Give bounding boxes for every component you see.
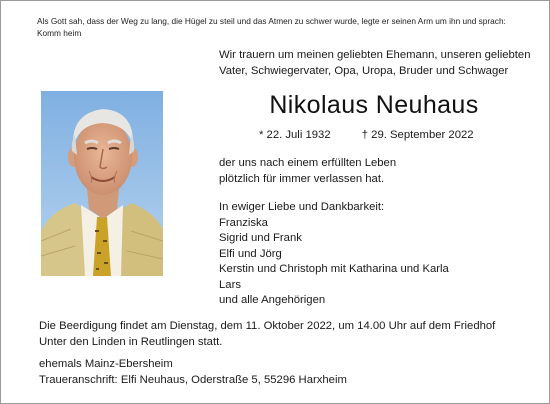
motto-quote [37, 15, 532, 39]
portrait-illustration [41, 91, 163, 276]
death-date: † 29. September 2022 [361, 129, 474, 141]
passing-description [219, 156, 529, 187]
mourning-address-line: Traueranschrift: Elfi Neuhaus, Oderstraße 5, 55296 Harxheim [39, 373, 347, 386]
mourner-name: Franziska [219, 216, 268, 229]
intro-line-1: Wir trauern um meinen geliebten Ehemann, unseren geliebten [219, 49, 531, 61]
birth-date: * 22. Juli 1932 [259, 129, 331, 141]
portrait-photo [41, 91, 163, 276]
deceased-name: Nikolaus Neuhaus [269, 91, 479, 119]
mourner-name: Elfi und Jörg [219, 247, 282, 260]
mourning-intro [219, 47, 539, 79]
motto-line-1: Als Gott sah, dass der Weg zu lang, die Hügel zu steil und das Atmen zu schwer wurde, legte er seinen Arm um ihn und sprach: [37, 16, 506, 26]
mourner-name: Kerstin und Christoph mit Katharina und Karla [219, 263, 449, 275]
face [74, 119, 132, 195]
mourner-name: Lars [219, 278, 241, 291]
mourners-list [219, 200, 539, 309]
intro-line-2: Vater, Schwiegervater, Opa, Uropa, Bruder und Schwager [219, 65, 509, 77]
mourning-address [39, 357, 539, 388]
mourners-heading: In ewiger Liebe und Dankbarkeit: [219, 201, 385, 213]
description-line-1: der uns nach einem erfüllten Leben [219, 157, 397, 169]
formerly-residence: ehemals Mainz-Ebersheim [39, 358, 173, 370]
mourner-name: Sigrid und Frank [219, 232, 302, 244]
motto-line-2: Komm heim [37, 28, 82, 38]
mourner-name: und alle Angehörigen [219, 294, 326, 306]
life-dates [259, 128, 519, 143]
funeral-line-2: Unter den Linden in Reutlingen statt. [39, 335, 223, 348]
description-line-2: plötzlich für immer verlassen hat. [219, 172, 385, 185]
funeral-info [39, 319, 539, 350]
funeral-line-1: Die Beerdigung findet am Dienstag, dem 11. Oktober 2022, um 14.00 Uhr auf dem Friedhof [39, 320, 496, 332]
